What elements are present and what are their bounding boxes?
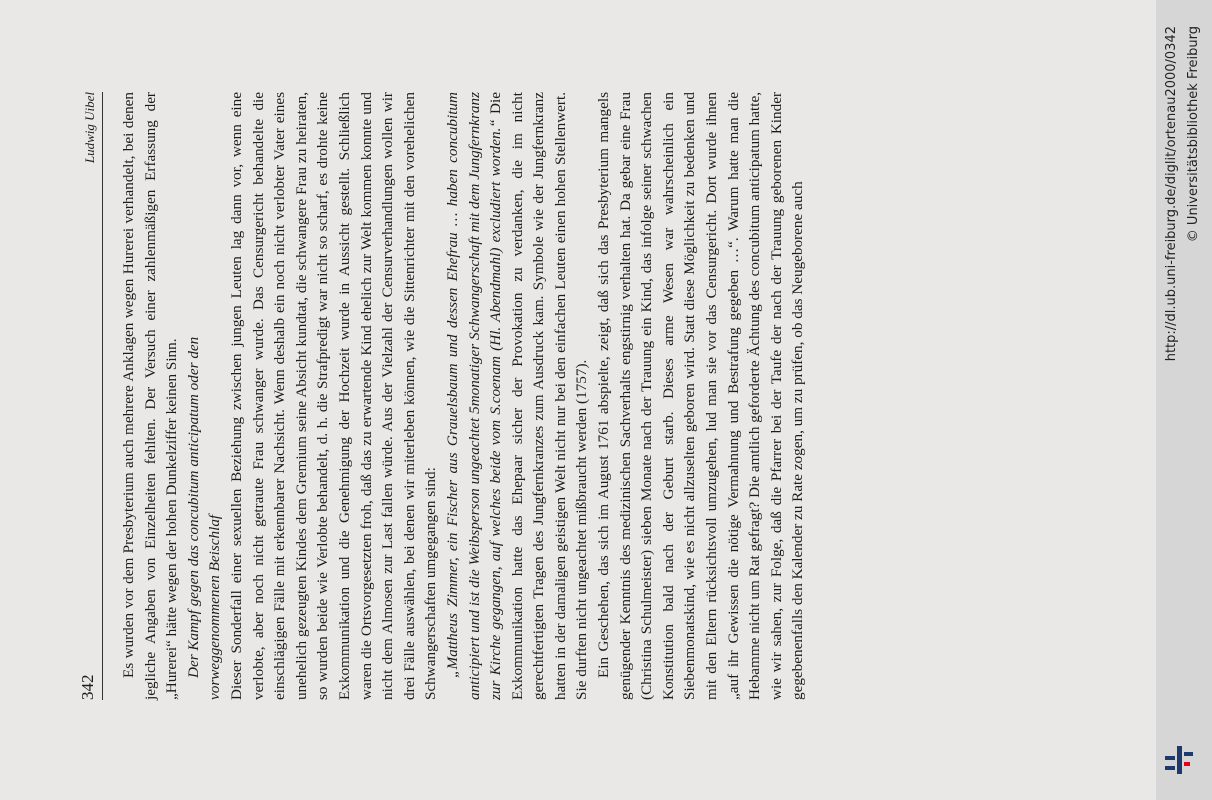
page-number: 342 [78, 674, 97, 700]
paragraph-intro: Es wurden vor dem Presbyterium auch mehrere Anklagen wegen Hurerei verhandelt, bei denen jegliche Angaben von Einzelheiten fehlten. Der Versuch einer zahlenmäßigen Erfassung der „Hurerei“ hätte wegen der hohen Dunkelziffer keinen Sinn. [120, 92, 181, 700]
ub-freiburg-logo-icon [1163, 744, 1195, 776]
source-url[interactable]: http://dl.ub.uni-freiburg.de/diglit/ortenau2000/0342 [1164, 26, 1179, 362]
metadata-strip [1156, 0, 1212, 800]
running-head: Ludwig Uibel [82, 92, 97, 164]
quote-italic: „Mattheus Zimmer, ein Fischer aus Grauelsbaum und dessen Ehefrau … haben concubitum anticipiert und ist die Weibsperson ungeachtet 5monatiger Schwangerschaft mit dem Jungfernkranz zur Kirche gegangen, auf welches beide vom S.coenam (Hl. Abendmahl) excludiert worden.“ [443, 92, 505, 700]
logo-bar-bottom [1165, 766, 1175, 770]
page-header [80, 92, 103, 700]
quote-continuation: Die Exkommunikation hatte das Ehepaar sicher der Provokation zu verdanken, die im nicht gerechtfertigten Tragen des Jungfernkranzes zum Ausdruck kam. Symbole wie der Jungfernkranz hatten in der damaligen geistigen Welt nicht nur bei den einfachen Leuten einen hohen Stellenwert. Sie durften nicht ungeachtet mißbraucht werden (1757). [487, 92, 591, 700]
logo-accent [1184, 762, 1190, 766]
logo-bar-left [1165, 756, 1175, 760]
paragraph-concubitum: Dieser Sonderfall einer sexuellen Beziehung zwischen jungen Leuten lag dann vor, wenn eine verlobte, aber noch nicht getraute Frau schwanger wurde. Das Censurgericht behandelte die einschlägigen Fälle mit erkennbarer Nachsicht. Wenn deshalb ein noch nicht verlobter Vater eines unehelich gezeugten Kindes dem Gremium seine Absicht kundtat, die schwangere Frau zu heiraten, so wurden beide wie Verlobte behandelt, d. h. die Strafpredigt war nicht so scharf, es drohte keine Exkommunikation und die Genehmigung der Hochzeit wurde in Aussicht gestellt. Schließlich waren die Ortsvorgesetzten froh, daß das zu erwartende Kind ehelich zur Welt kommen konnte und nicht dem Almosen zur Last fallen würde. Aus der Vielzahl der Censurverhandlungen wollen wir drei Fälle auswählen, bei denen wir miterleben können, wie die Sittenrichter mit den vorehelichen Schwangerschaften umgegangen sind: [227, 92, 440, 700]
logo-bar-right [1184, 752, 1193, 756]
copyright-notice: © Universitätsbibliothek Freiburg [1186, 26, 1201, 243]
text-body [118, 92, 809, 700]
strip-text [1156, 0, 1212, 800]
logo-bar-top [1177, 746, 1182, 774]
paragraph-quote [442, 92, 593, 700]
paragraph-1761: Ein Geschehen, das sich im August 1761 abspielte, zeigt, daß sich das Presbyterium mangels genügender Kenntnis des medizinischen Sachverhalts engstirnig verhalten hat. Da gebar eine Frau (Christina Schulmeister) sieben Monate nach der Trauung ein Kind, das infolge seiner schwachen Konstitution bald nach der Geburt starb. Dieses arme Wesen war wahrscheinlich ein Siebenmonatskind, wie es nicht allzuselten geboren wird. Statt diese Möglichkeit zu bedenken und mit den Eltern rücksichtsvoll umzugehen, lud man sie vor das Censurgericht. Dort wurde ihnen „auf ihr Gewissen die nötige Vermahnung und Bestrafung gegeben …“. Warum hatte man die Hebamme nicht um Rat gefragt? Die amtlich geforderte Ächtung des concubitum anticipatum hatte, wie wir sahen, zur Folge, daß die Pfarrer bei der Taufe der nach der Trauung geborenen Kinder gegebenenfalls den Kalender zu Rate zogen, um zu prüfen, ob das Neugeborene auch [595, 92, 807, 700]
section-heading: Der Kampf gegen das concubitum anticipatum oder den vorweggenommenen Beischlaf [184, 336, 224, 700]
